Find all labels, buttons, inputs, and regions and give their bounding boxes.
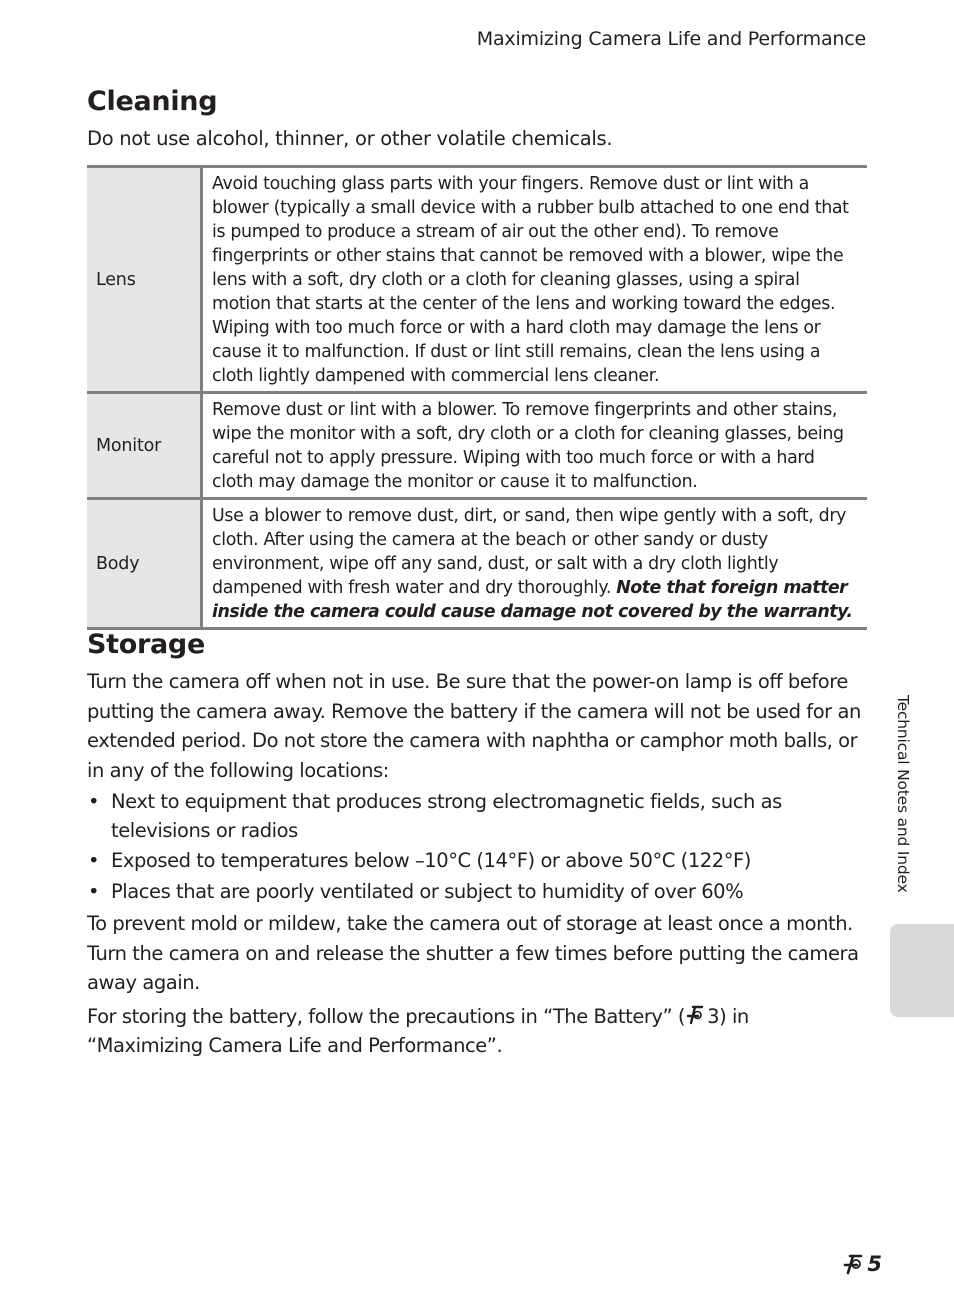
cleaning-table — [87, 165, 867, 630]
list-item — [87, 847, 867, 876]
list-item — [87, 878, 867, 907]
warranty-warning: Note that foreign matter inside the camera could cause damage not covered by the warranty. — [212, 578, 853, 622]
storage-section — [87, 667, 867, 1061]
side-tab-label: Technical Notes and Index — [894, 695, 912, 893]
side-tab — [890, 924, 954, 1017]
row-label-body: Body — [87, 499, 202, 629]
row-text-body — [202, 499, 868, 629]
body-cleaning-text: Use a blower to remove dust, dirt, or sand, then wipe gently with a soft, dry cloth. After using the camera at the beach or other sandy or dusty environment, wipe off any sand, dust, or salt with a dry cloth lightly dampened with fresh water and dry thoroughly. — [212, 506, 847, 598]
table-row — [87, 499, 867, 629]
mold-prevention-text: To prevent mold or mildew, take the camera out of storage at least once a month. Turn the camera on and release the shutter a few times before putting the camera away again. — [87, 912, 859, 994]
list-item-text: Exposed to temperatures below –10°C (14°F) or above 50°C (122°F) — [111, 849, 751, 872]
row-text-monitor: Remove dust or lint with a blower. To remove fingerprints and other stains, wipe the monitor with a soft, dry cloth or a cloth for cleaning glasses, being careful not to apply pressure. Wiping with too much force or with a hard cloth may damage the monitor or cause it to malfunction. — [202, 393, 868, 499]
technical-notes-symbol-icon — [841, 1252, 865, 1276]
storage-intro: Turn the camera off when not in use. Be sure that the power-on lamp is off before putting the camera away. Remove the battery if the camera will not be used for an extended period. Do not store the camera with naphtha or camphor moth balls, or in any of the following locations: — [87, 670, 861, 782]
battery-text-before: For storing the battery, follow the precautions in “The Battery” ( — [87, 1004, 686, 1028]
storage-heading: Storage — [87, 629, 205, 660]
bullet-icon: • — [88, 790, 100, 813]
row-label-lens: Lens — [87, 167, 202, 393]
storage-location-list — [87, 788, 867, 906]
battery-storage-text — [87, 1002, 867, 1061]
technical-notes-symbol-icon — [685, 1004, 705, 1026]
cleaning-heading: Cleaning — [87, 86, 218, 117]
bullet-icon: • — [88, 879, 100, 903]
battery-page-ref: 3 — [707, 1004, 720, 1028]
table-row — [87, 167, 867, 393]
battery-text-after: ) in “Maximizing Camera Life and Performance”. — [87, 1004, 749, 1057]
page-number — [841, 1252, 882, 1276]
page-number-value: 5 — [867, 1252, 882, 1276]
table-row — [87, 393, 867, 499]
bullet-icon: • — [88, 849, 100, 872]
row-text-lens: Avoid touching glass parts with your fingers. Remove dust or lint with a blower (typically a small device with a rubber bulb attached to one end that is pumped to produce a stream of air out the other end). To remove fingerprints or other stains that cannot be removed with a blower, wipe the lens with a soft, dry cloth or a cloth for cleaning glasses, using a spiral motion that starts at the center of the lens and working toward the edges. Wiping with too much force or with a hard cloth may damage the lens or cause it to malfunction. If dust or lint still remains, clean the lens using a cloth lightly dampened with commercial lens cleaner. — [212, 174, 849, 386]
running-header: Maximizing Camera Life and Performance — [476, 28, 866, 50]
cleaning-intro: Do not use alcohol, thinner, or other volatile chemicals. — [87, 127, 613, 150]
row-label-monitor: Monitor — [87, 393, 202, 499]
list-item-text: Next to equipment that produces strong electromagnetic fields, such as televisions or radios — [111, 790, 782, 842]
list-item — [87, 788, 867, 845]
list-item-text: Places that are poorly ventilated or subject to humidity of over 60% — [111, 879, 744, 903]
